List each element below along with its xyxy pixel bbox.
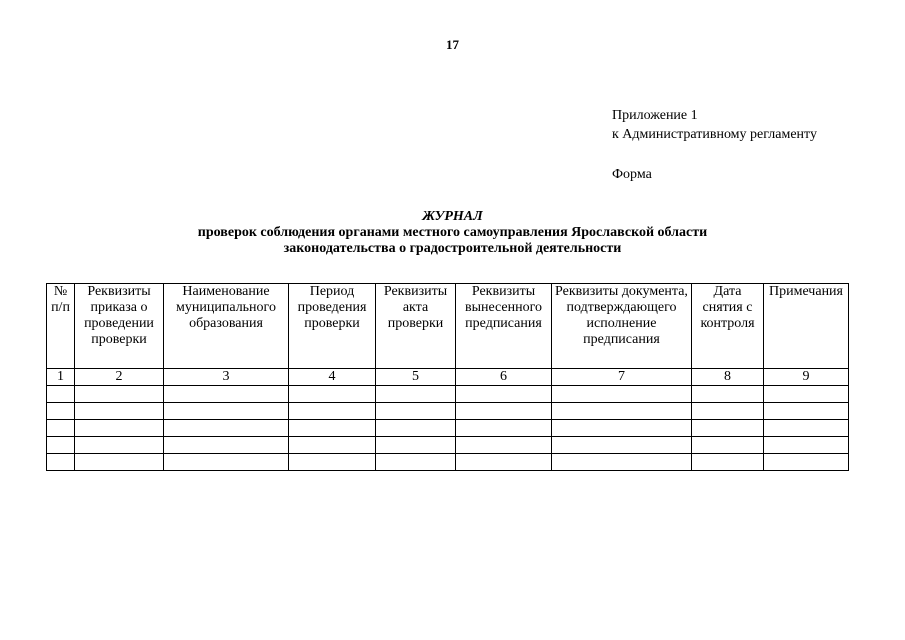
- table-cell: [456, 403, 552, 420]
- journal-subtitle-line-1: проверок соблюдения органами местного самоуправления Ярославской области: [197, 225, 708, 240]
- table-cell: [289, 454, 376, 471]
- column-number-cell: 6: [456, 369, 552, 386]
- header-cell-order-details: Реквизиты приказа о проведении проверки: [75, 284, 164, 369]
- journal-title-block: [0, 209, 905, 257]
- table-cell: [764, 420, 849, 437]
- table-cell: [75, 420, 164, 437]
- header-row: [47, 284, 849, 369]
- form-label: Форма: [612, 167, 652, 182]
- table-cell: [164, 403, 289, 420]
- table-cell: [164, 437, 289, 454]
- table-cell: [692, 437, 764, 454]
- table-cell: [47, 454, 75, 471]
- table-cell: [764, 437, 849, 454]
- table-cell: [376, 403, 456, 420]
- table-cell: [289, 403, 376, 420]
- header-cell-removal-date: Дата снятия с контроля: [692, 284, 764, 369]
- table-cell: [376, 454, 456, 471]
- table-cell: [456, 454, 552, 471]
- table-cell: [552, 386, 692, 403]
- table-cell: [552, 437, 692, 454]
- table-cell: [692, 403, 764, 420]
- journal-table: [46, 283, 849, 471]
- table-row: [47, 403, 849, 420]
- table-cell: [289, 386, 376, 403]
- table-cell: [552, 420, 692, 437]
- table-cell: [47, 420, 75, 437]
- column-number-cell: 3: [164, 369, 289, 386]
- table-cell: [75, 437, 164, 454]
- journal-title: ЖУРНАЛ: [422, 209, 483, 224]
- table-cell: [47, 437, 75, 454]
- header-cell-prescription-details: Реквизиты вынесенного предписания: [456, 284, 552, 369]
- table-row: [47, 420, 849, 437]
- appendix-block: [612, 106, 817, 184]
- table-cell: [764, 454, 849, 471]
- table-row: [47, 437, 849, 454]
- table-cell: [456, 437, 552, 454]
- table-cell: [456, 420, 552, 437]
- column-number-cell: 8: [692, 369, 764, 386]
- table-cell: [376, 420, 456, 437]
- table-cell: [692, 454, 764, 471]
- table-cell: [75, 403, 164, 420]
- table-cell: [164, 386, 289, 403]
- table-cell: [289, 437, 376, 454]
- column-number-cell: 1: [47, 369, 75, 386]
- table-cell: [552, 454, 692, 471]
- table-cell: [764, 403, 849, 420]
- column-number-cell: 5: [376, 369, 456, 386]
- table-cell: [456, 386, 552, 403]
- table-cell: [764, 386, 849, 403]
- appendix-line-2: к Административному регламенту: [612, 127, 817, 142]
- column-number-cell: 2: [75, 369, 164, 386]
- table-cell: [75, 454, 164, 471]
- table-cell: [692, 420, 764, 437]
- table-cell: [164, 454, 289, 471]
- header-cell-inspection-period: Период проведения проверки: [289, 284, 376, 369]
- page-number: 17: [446, 37, 459, 52]
- header-cell-notes: Примечания: [764, 284, 849, 369]
- header-cell-execution-document: Реквизиты документа, подтверждающего исполнение предписания: [552, 284, 692, 369]
- header-cell-no: № п/п: [47, 284, 75, 369]
- column-number-row: [47, 369, 849, 386]
- header-cell-municipality: Наименование муниципального образования: [164, 284, 289, 369]
- column-number-cell: 4: [289, 369, 376, 386]
- table-row: [47, 454, 849, 471]
- table-cell: [47, 403, 75, 420]
- column-number-cell: 7: [552, 369, 692, 386]
- table-cell: [376, 437, 456, 454]
- column-number-cell: 9: [764, 369, 849, 386]
- table-cell: [552, 403, 692, 420]
- table-cell: [289, 420, 376, 437]
- table-cell: [376, 386, 456, 403]
- journal-subtitle-line-2: законодательства о градостроительной деятельности: [283, 241, 622, 256]
- table-row: [47, 386, 849, 403]
- table-cell: [692, 386, 764, 403]
- table-cell: [75, 386, 164, 403]
- appendix-line-1: Приложение 1: [612, 108, 698, 123]
- table-cell: [164, 420, 289, 437]
- header-cell-act-details: Реквизиты акта проверки: [376, 284, 456, 369]
- table-cell: [47, 386, 75, 403]
